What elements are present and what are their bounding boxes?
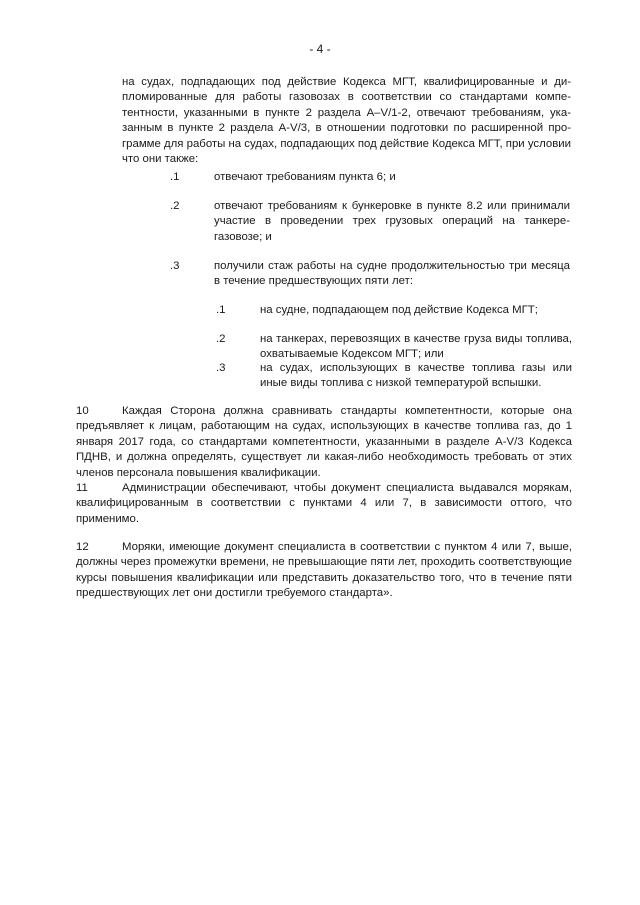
sub-list-item-number: .2 bbox=[216, 333, 226, 345]
sub-list-item-text: на судах, использующих в качестве топлива газы или иные виды топлива с низкой температурой вспышки. bbox=[260, 362, 572, 390]
list-item-number: .3 bbox=[170, 260, 180, 272]
paragraph-text: Моряки, имеющие документ специалиста в соответствии с пунктом 4 или 7, выше, должны через промежутки времени, не превышающие пяти лет, проходить соответствующие курсы повышения квалификации или представить доказательство того, что в течение пяти предшествующих лет они достигли требуемого стандарта». bbox=[76, 541, 572, 600]
sub-list-item-number: .1 bbox=[216, 304, 226, 316]
list-item-number: .1 bbox=[170, 171, 180, 183]
page-number: - 4 - bbox=[309, 42, 331, 56]
numbered-paragraph bbox=[76, 481, 572, 527]
list-item-number: .2 bbox=[170, 200, 180, 212]
intro-paragraph: на судах, подпадающих под действие Кодекса МГТ, квалифицированные и дипломированные для работы газовозах в соответствии со стандартами компетентности, указанными в пункте 2 раздела A–V/1-2, отвечают требованиям, указанным в пункте 2 раздела A-V/3, в отношении подготовки по расширенной программе для работы на судах, подпадающих под действие Кодекса МГТ, при условии что они также: bbox=[122, 76, 571, 166]
list-item-text: отвечают требованиям к бункеровке в пункте 8.2 или принимали участие в проведении трех грузовых операций на танкере-газовозе; и bbox=[214, 200, 570, 243]
sub-list-item-text: на судне, подпадающем под действие Кодекса МГТ; bbox=[260, 304, 538, 316]
list-item-text: получили стаж работы на судне продолжительностью три месяца в течение предшествующих пяти лет: bbox=[214, 260, 570, 288]
paragraph-number: 11 bbox=[76, 482, 88, 494]
numbered-paragraph bbox=[76, 540, 572, 602]
list-item-text: отвечают требованиям пункта 6; и bbox=[214, 171, 396, 183]
numbered-paragraph bbox=[76, 404, 572, 481]
paragraph-text: Каждая Сторона должна сравнивать стандарты компетентности, которые она предъявляет к лицам, работающим на судах, использующих в качестве топлива газ, до 1 января 2017 года, со стандартами компетентности, указанными в разделе A-V/3 Кодекса ПДНВ, и должна определять, существует ли какая-либо необходимость требовать от этих членов персонала повышения квалификации. bbox=[76, 405, 572, 479]
paragraph-number: 10 bbox=[76, 405, 89, 417]
paragraph-text: Администрации обеспечивают, чтобы документ специалиста выдавался морякам, квалифицированным в соответствии с пунктами 4 или 7, в зависимости оттого, что применимо. bbox=[76, 482, 572, 525]
paragraph-number: 12 bbox=[76, 541, 89, 553]
sub-list-item-text: на танкерах, перевозящих в качестве груза виды топлива, охватываемые Кодексом МГТ; или bbox=[260, 333, 572, 361]
sub-list-item-number: .3 bbox=[216, 362, 226, 374]
